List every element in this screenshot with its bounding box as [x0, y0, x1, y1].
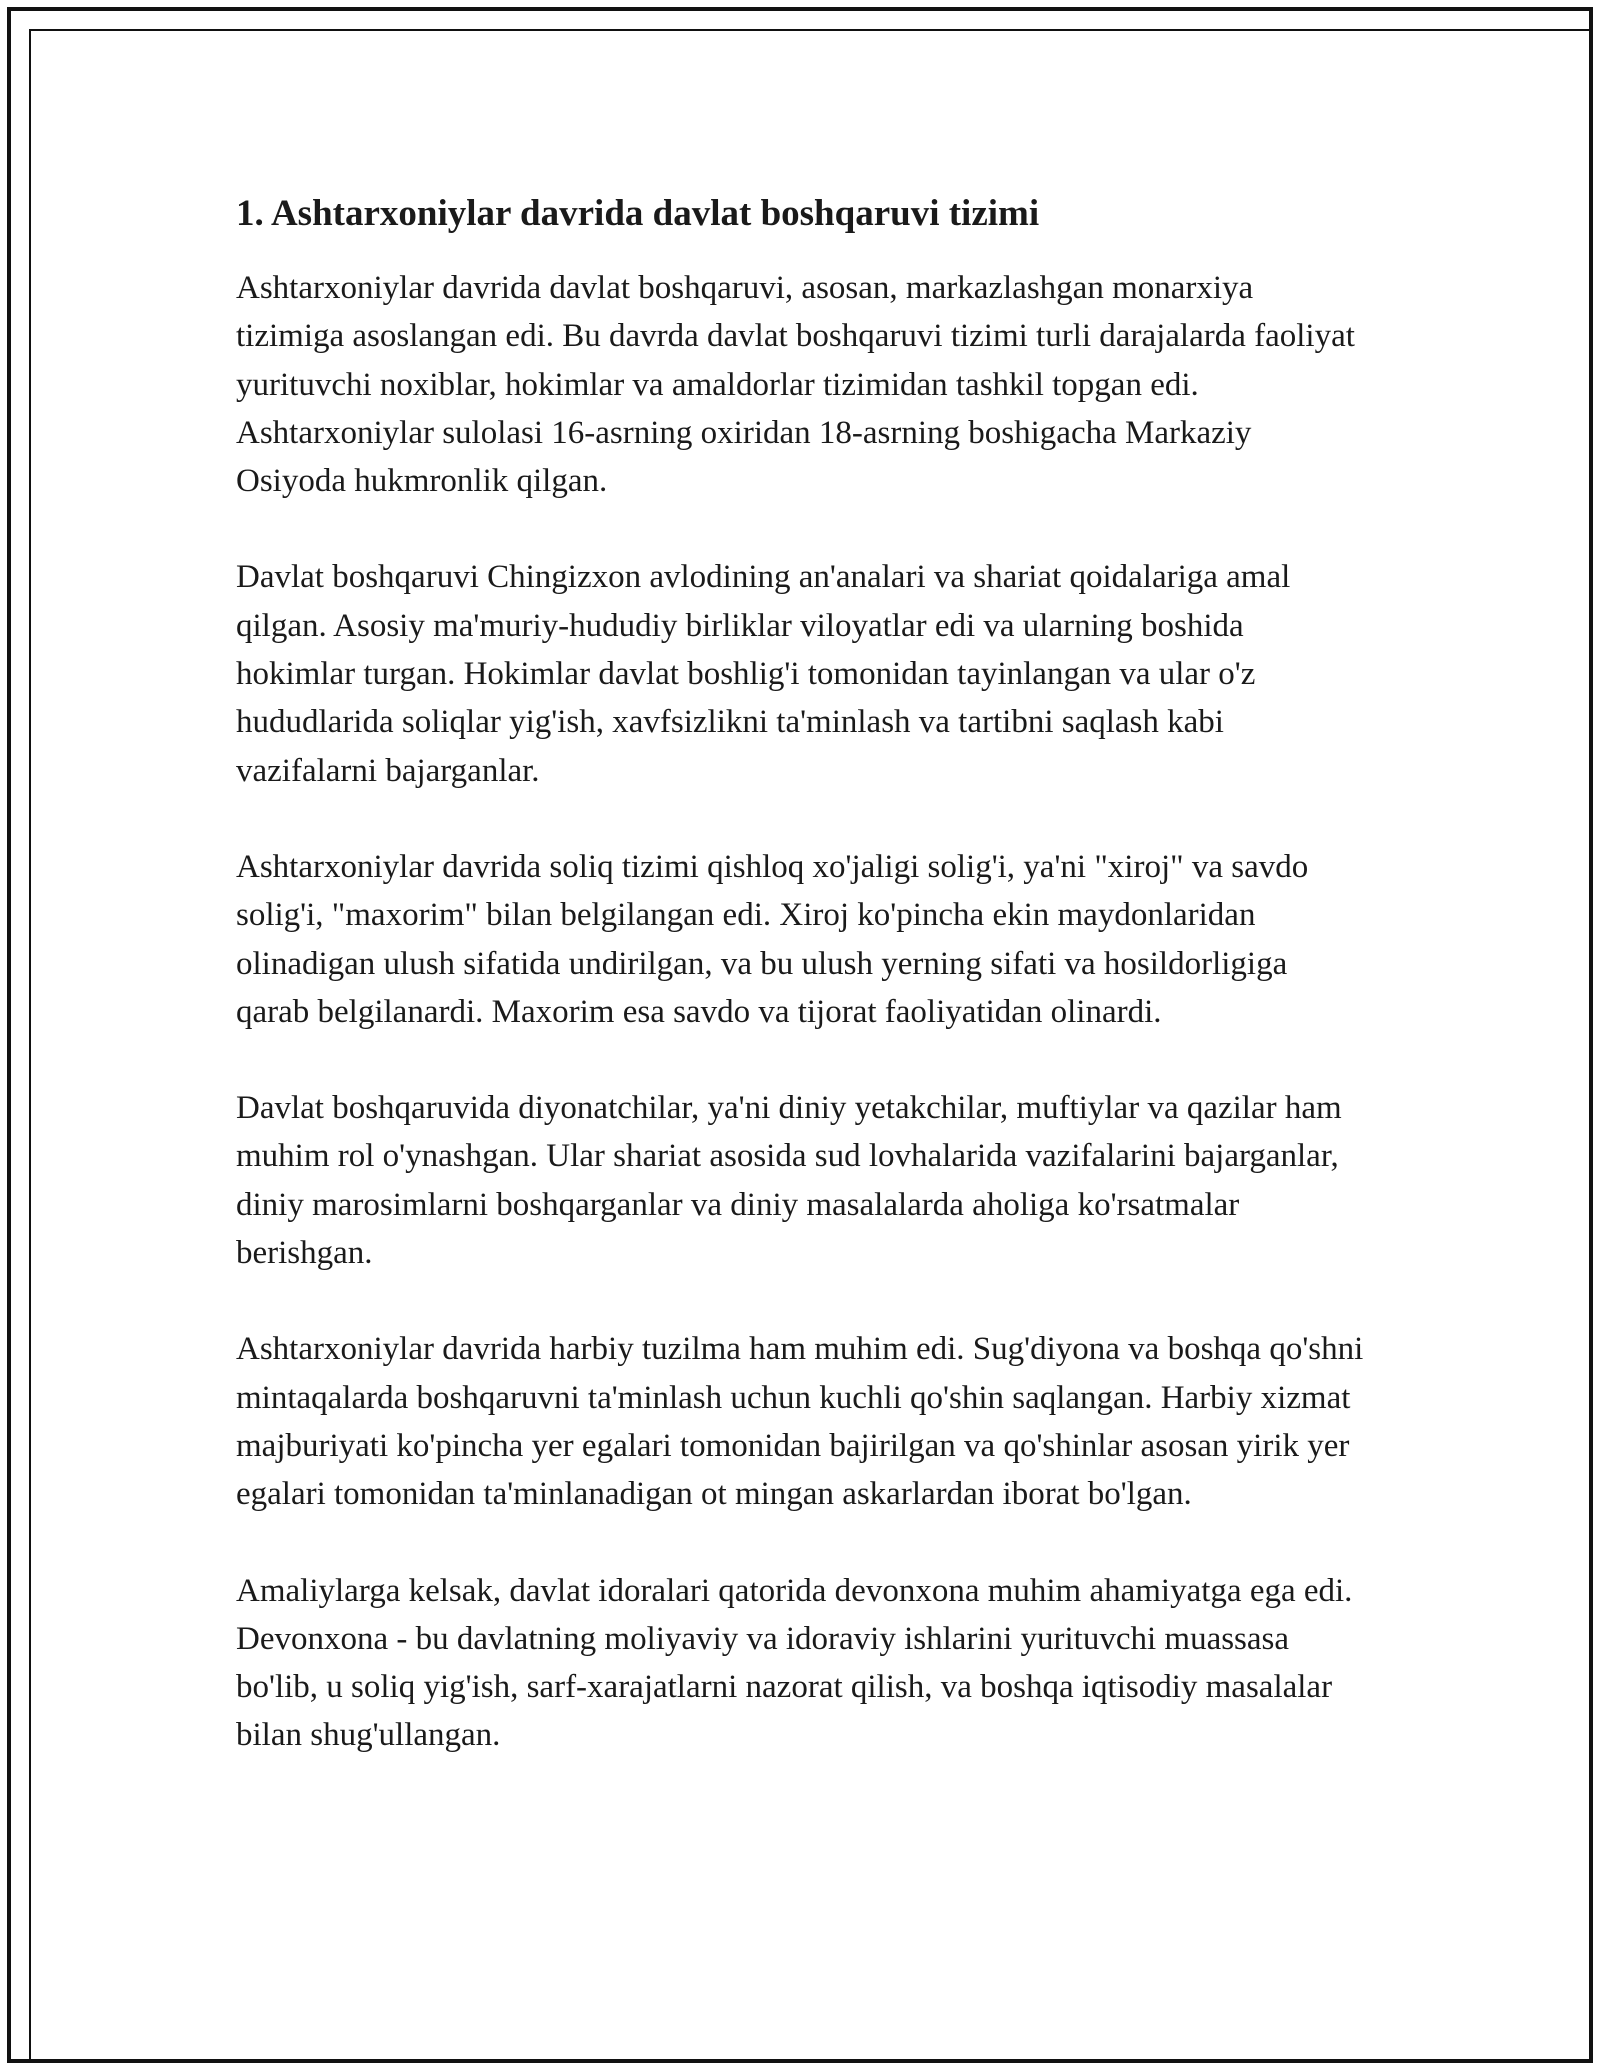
paragraph-2: Davlat boshqaruvi Chingizxon avlodining an'analari va shariat qoidalariga amal qilgan. Asosiy ma'muriy-hududiy birliklar viloyatlar edi va ularning boshida hokimlar turgan. Hokimlar davlat boshlig'i tomonidan tayinlangan va ular o'z hududlarida soliqlar yig'ish, xavfsizlikni ta'minlash va tartibni saqlash kabi vazifalarni bajarganlar. [236, 559, 1291, 789]
paragraph-4: Davlat boshqaruvida diyonatchilar, ya'ni diniy yetakchilar, muftiylar va qazilar ham muhim rol o'ynashgan. Ular shariat asosida sud lovhalarida vazifalarini bajarganlar, diniy marosimlarni boshqarganlar va diniy masalalarda aholiga ko'rsatmalar berishgan. [236, 1090, 1342, 1272]
document-body [236, 186, 1366, 1808]
paragraph-3: Ashtarxoniylar davrida soliq tizimi qishloq xo'jaligi solig'i, ya'ni "xiroj" va savdo solig'i, "maxorim" bilan belgilangan edi. Xiroj ko'pincha ekin maydonlaridan olinadigan ulush sifatida undirilgan, va bu ulush yerning sifati va hosildorligiga qarab belgilanardi. Maxorim esa savdo va tijorat faoliyatidan olinardi. [236, 848, 1309, 1030]
paragraph-5: Ashtarxoniylar davrida harbiy tuzilma ham muhim edi. Sug'diyona va boshqa qo'shni mintaqalarda boshqaruvni ta'minlash uchun kuchli qo'shin saqlangan. Harbiy xizmat majburiyati ko'pincha yer egalari tomonidan bajirilgan va qo'shinlar asosan yirik yer egalari tomonidan ta'minlanadigan ot mingan askarlardan iborat bo'lgan. [236, 1331, 1364, 1513]
paragraph-6: Amaliylarga kelsak, davlat idoralari qatorida devonxona muhim ahamiyatga ega edi. Devonxona - bu davlatning moliyaviy va idoraviy ishlarini yurituvchi muassasa bo'lib, u soliq yig'ish, sarf-xarajatlarni nazorat qilish, va boshqa iqtisodiy masalalar bilan shug'ullangan. [236, 1572, 1353, 1754]
section-heading: 1. Ashtarxoniylar davrida davlat boshqaruvi tizimi [236, 193, 1040, 234]
paragraph-1: Ashtarxoniylar davrida davlat boshqaruvi, asosan, markazlashgan monarxiya tizimiga asoslangan edi. Bu davrda davlat boshqaruvi tizimi turli darajalarda faoliyat yurituvchi noxiblar, hokimlar va amaldorlar tizimidan tashkil topgan edi. Ashtarxoniylar sulolasi 16-asrning oxiridan 18-asrning boshigacha Markaziy Osiyoda hukmronlik qilgan. [236, 270, 1355, 500]
